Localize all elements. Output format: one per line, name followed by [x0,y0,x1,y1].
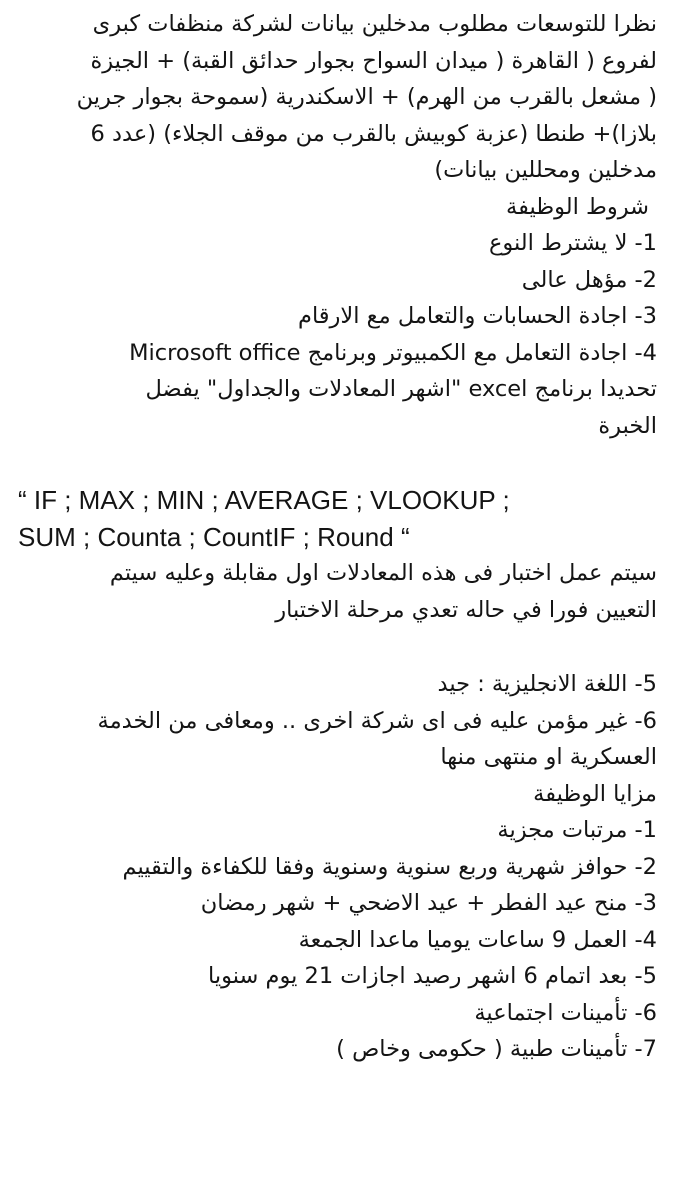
requirement-item-continued: الخبرة [598,412,657,439]
spacer [14,628,657,666]
benefit-item: 4- العمل 9 ساعات يوميا ماعدا الجمعة [298,926,657,953]
requirement-item-continued: تحديدا برنامج excel "اشهر المعادلات والجداول" يفضل [145,376,657,402]
benefit-item: 5- بعد اتمام 6 اشهر رصيد اجازات 21 يوم سنويا [207,963,657,989]
requirement-item: 4- اجادة التعامل مع الكمبيوتر وبرنامج Microsoft office [129,339,657,366]
excel-formulas-line: SUM ; Counta ; CountIF ; Round “ [18,521,410,552]
benefit-item: 2- حوافز شهرية وربع سنوية وسنوية وفقا للكفاءة والتقييم [122,853,657,880]
excel-formulas-line: “ IF ; MAX ; MIN ; AVERAGE ; VLOOKUP ; [18,485,510,515]
requirement-item: 2- مؤهل عالى [521,266,657,293]
requirement-item-continued: العسكرية او منتهى منها [440,744,657,770]
intro-line: مدخلين ومحللين بيانات) [434,157,657,183]
test-note-line: التعيين فورا في حاله تعدي مرحلة الاختبار [275,596,657,623]
benefit-item: 1- مرتبات مجزية [497,817,657,843]
benefit-item: 7- تأمينات طبية ( حكومى وخاص ) [336,1036,657,1062]
intro-line: لفروع ( القاهرة ( ميدان السواح بجوار حدائق القبة) + الجيزة [90,47,657,74]
spacer [14,444,657,482]
test-note-line: سيتم عمل اختبار فى هذه المعادلات اول مقابلة وعليه سيتم [109,560,657,586]
requirement-item: 6- غير مؤمن عليه فى اى شركة اخرى .. ومعافى من الخدمة [97,707,657,734]
intro-line: نظرا للتوسعات مطلوب مدخلين بيانات لشركة منظفات كبرى [92,11,657,37]
requirement-item: 5- اللغة الانجليزية : جيد [437,671,657,697]
requirement-item: 1- لا يشترط النوع [488,230,657,256]
requirements-title: شروط الوظيفة [506,193,649,220]
benefits-title: مزايا الوظيفة [533,780,657,807]
benefit-item: 3- منح عيد الفطر + عيد الاضحي + شهر رمضان [200,890,657,916]
benefit-item: 6- تأمينات اجتماعية [474,999,657,1026]
intro-line: ( مشعل بالقرب من الهرم) + الاسكندرية (سموحة بجوار جرين [76,84,657,110]
intro-line: بلازا)+ طنطا (عزبة كوبيش بالقرب من موقف الجلاء) (عدد 6 [90,120,657,147]
requirement-item: 3- اجادة الحسابات والتعامل مع الارقام [298,303,657,329]
